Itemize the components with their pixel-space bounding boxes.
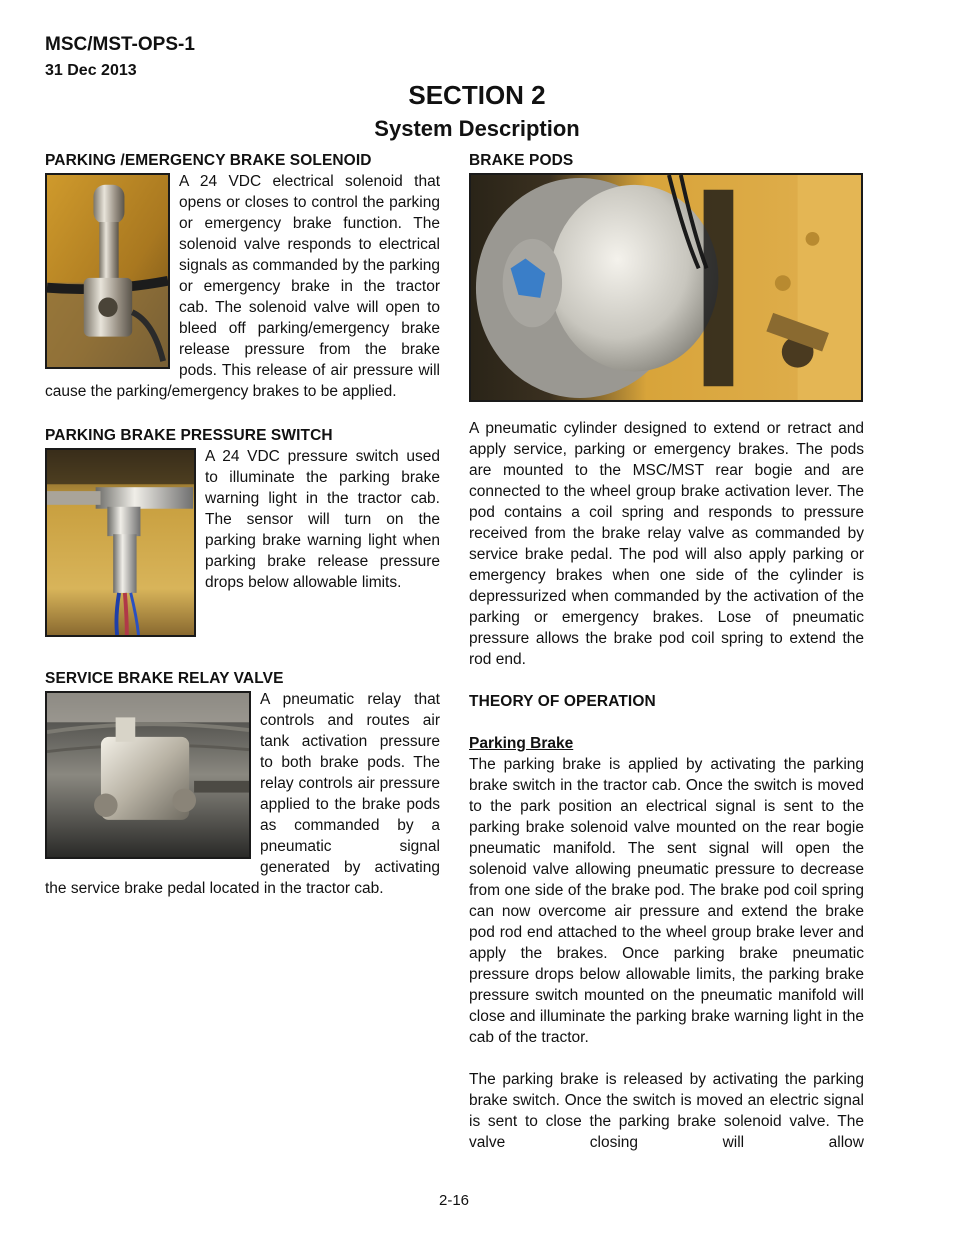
solenoid-photo [45, 173, 170, 369]
right-column [469, 150, 864, 1153]
section-subtitle: System Description [374, 116, 580, 141]
solenoid-text: A 24 VDC electrical solenoid that opens or closes to control the parking or emergency brake function. The solenoid valve responds to electrical signals as commanded by the parking or emergency brake in the tractor cab. The solenoid valve will open to bleed off parking/emergency brake release pressure from the brake pods. This release of air pressure will cause the parking/emergency brakes to be applied. [45, 173, 440, 400]
theory-para-2: The parking brake is released by activating the parking brake switch. Once the switch is moved an electric signal is sent to close the parking brake solenoid valve. The valve closing will allow [469, 1071, 864, 1151]
brake-pods-heading: BRAKE PODS [469, 152, 574, 169]
doc-id: MSC/MST-OPS-1 [45, 34, 195, 55]
brake-pods-text: A pneumatic cylinder designed to extend or retract and apply service, parking or emergency brakes. The pods are mounted to the MSC/MST rear bogie and are connected to the wheel group brake activation lever. The pod contains a coil spring and responds to pressure received from the brake relay valve as commanded by service brake pedal. The pod will also apply parking or emergency brakes when one side of the cylinder is depressurized when commanded by the activation of the parking or emergency brakes. Lose of pneumatic pressure allows the brake pod coil spring to extend the rod end. [469, 420, 864, 668]
pressure-switch-section [45, 425, 440, 641]
solenoid-heading: PARKING /EMERGENCY BRAKE SOLENOID [45, 152, 372, 169]
theory-heading: THEORY OF OPERATION [469, 693, 656, 710]
solenoid-section [45, 150, 440, 402]
page-number: 2-16 [438, 1192, 470, 1209]
relay-valve-section [45, 668, 440, 899]
left-column [45, 150, 440, 899]
pressure-switch-photo [45, 448, 196, 637]
doc-date: 31 Dec 2013 [45, 62, 137, 79]
pressure-switch-heading: PARKING BRAKE PRESSURE SWITCH [45, 427, 333, 444]
relay-valve-photo [45, 691, 251, 859]
pressure-switch-text: A 24 VDC pressure switch used to illuminate the parking brake warning light in the tractor cab. The sensor will turn on the parking brake warning light when parking brake release pressure drops below allowable limits. [205, 448, 440, 591]
relay-valve-heading: SERVICE BRAKE RELAY VALVE [45, 670, 284, 687]
parking-brake-subheading: Parking Brake [469, 735, 574, 752]
brake-pods-photo [469, 173, 863, 402]
theory-para-1: The parking brake is applied by activating the parking brake switch in the tractor cab. Once the switch is moved to the park position an electrical signal is sent to the parking brake solenoid valve mounted on the rear bogie pneumatic manifold. The sent signal will open the solenoid valve allowing pneumatic pressure to decrease from one side of the brake pod. The brake pod coil spring can now overcome air pressure and extend the brake pod rod end attached to the wheel group brake lever and apply the brakes. Once parking brake pneumatic pressure drops below allowable limits, the parking brake pressure switch mounted on the pneumatic manifold will close and illuminate the parking brake warning light in the cab of the tractor. [469, 756, 864, 1046]
relay-valve-text: A pneumatic relay that controls and routes air tank activation pressure to both brake pods. The relay controls air pressure applied to the brake pods as commanded by a pneumatic signal generated by activating the service brake pedal located in the tractor cab. [45, 691, 440, 897]
section-title: SECTION 2 [408, 80, 546, 110]
